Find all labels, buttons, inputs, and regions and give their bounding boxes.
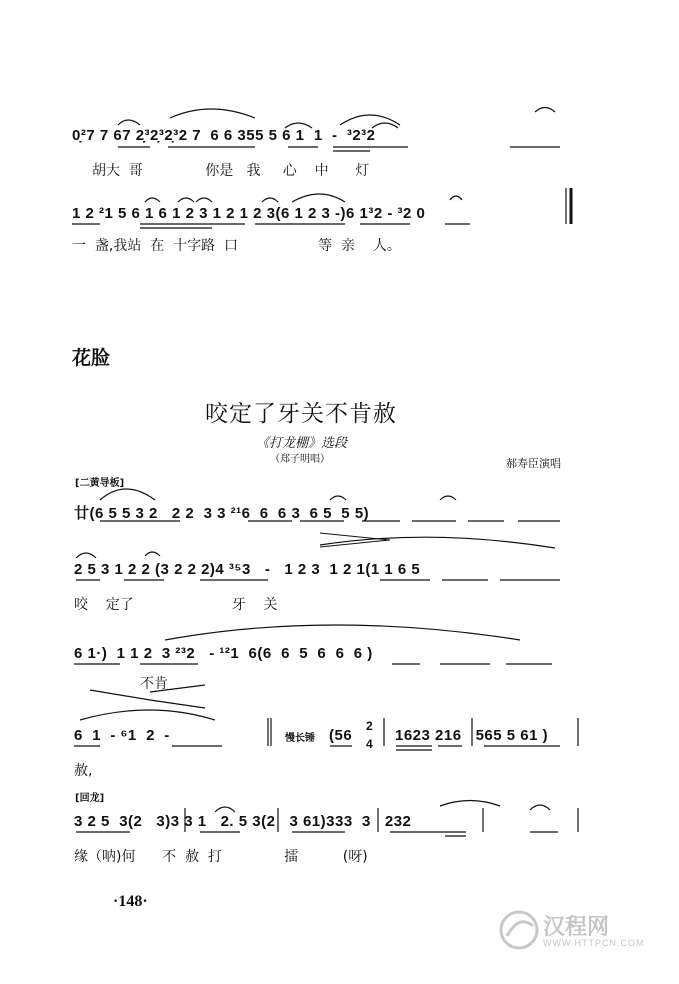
score-a-lyrics-line-1: 胡大 哥 你是 我 心 中 灯	[92, 163, 370, 179]
score-b-lyrics-line-5: 缘（呐)何 不 赦 打 擂 (呀)	[74, 849, 368, 865]
score-b-lyrics-line-2: 咬 定了 牙 关	[74, 597, 278, 613]
score-b-lyrics-line-3: 不肯	[140, 676, 168, 692]
score-a-lyrics-line-2: 一 盏,我站 在 十字路 口 等 亲 人。	[72, 238, 401, 254]
slur-a5	[372, 123, 398, 128]
slur-a1	[118, 120, 140, 125]
score-a-notes-line-1: 0̣²7 7 67 2̣³2̣³2̣³2 7 6 6 355 5 6 1 1 - ³2³2	[72, 127, 376, 144]
score-a-notes-line-2: 1 2 ²1 5 6 1 6 1 2 3 1 2 1 2 3(6 1 2 3 -)6 1³2 - ³2 0	[72, 205, 426, 222]
score-b-notes-line-5: 3 2 5 3(2 3)3 3 1 2. 5 3(2 3 61)333 3 232	[74, 813, 412, 830]
song-attribution: （郑子明唱）	[270, 454, 330, 465]
score-b-lyrics-line-4: 赦,	[74, 763, 93, 779]
score-b-notes-line-4: 6 1 - ⁶1 2 -	[74, 727, 170, 744]
song-title: 咬定了牙关不肯赦	[205, 401, 397, 427]
score-b-notes-line-4c: 1623 216 565 5 61 )	[395, 727, 549, 744]
watermark-url: WWW.HTTPCN.COM	[543, 938, 645, 948]
section-heading: 花脸	[72, 347, 111, 369]
watermark-logo-icon	[495, 908, 545, 953]
score-b-tag-manchangchui: 慢长锤	[285, 733, 315, 744]
score-b-notes-line-4b: (56	[329, 727, 353, 744]
score-b-notes-line-2: 2 5 3 1 2 2 (3 2 2 2)4 ³⁵3 - 1 2 3 1 2 1(1 1 6 5	[74, 561, 421, 578]
score-b-notes-line-3: 6 1·) 1 1 2 3 ²³2 - ¹²1 6(6 6 5 6 6 6 )	[74, 645, 373, 662]
score-b-notes-line-1: 廿(6 5 5 3 2 2 2 3 3 ²¹6 6 6 3 6 5 5 5)	[74, 505, 370, 522]
watermark-brand: 汉程网	[543, 915, 610, 940]
slur-a6	[535, 108, 555, 113]
song-performer: 郝寿臣演唱	[506, 457, 561, 470]
slur-a2	[170, 109, 255, 118]
score-b-tag-huilong: [回龙]	[75, 793, 105, 804]
time-signature-bottom: 4	[366, 737, 374, 751]
slur-a3	[285, 123, 312, 128]
score-b-tag-daoban: [二黄导板]	[75, 478, 125, 489]
watermark	[495, 908, 665, 958]
song-subtitle: 《打龙棚》选段	[256, 436, 348, 451]
time-signature-top: 2	[366, 719, 374, 733]
page-number: ·148·	[113, 893, 148, 910]
